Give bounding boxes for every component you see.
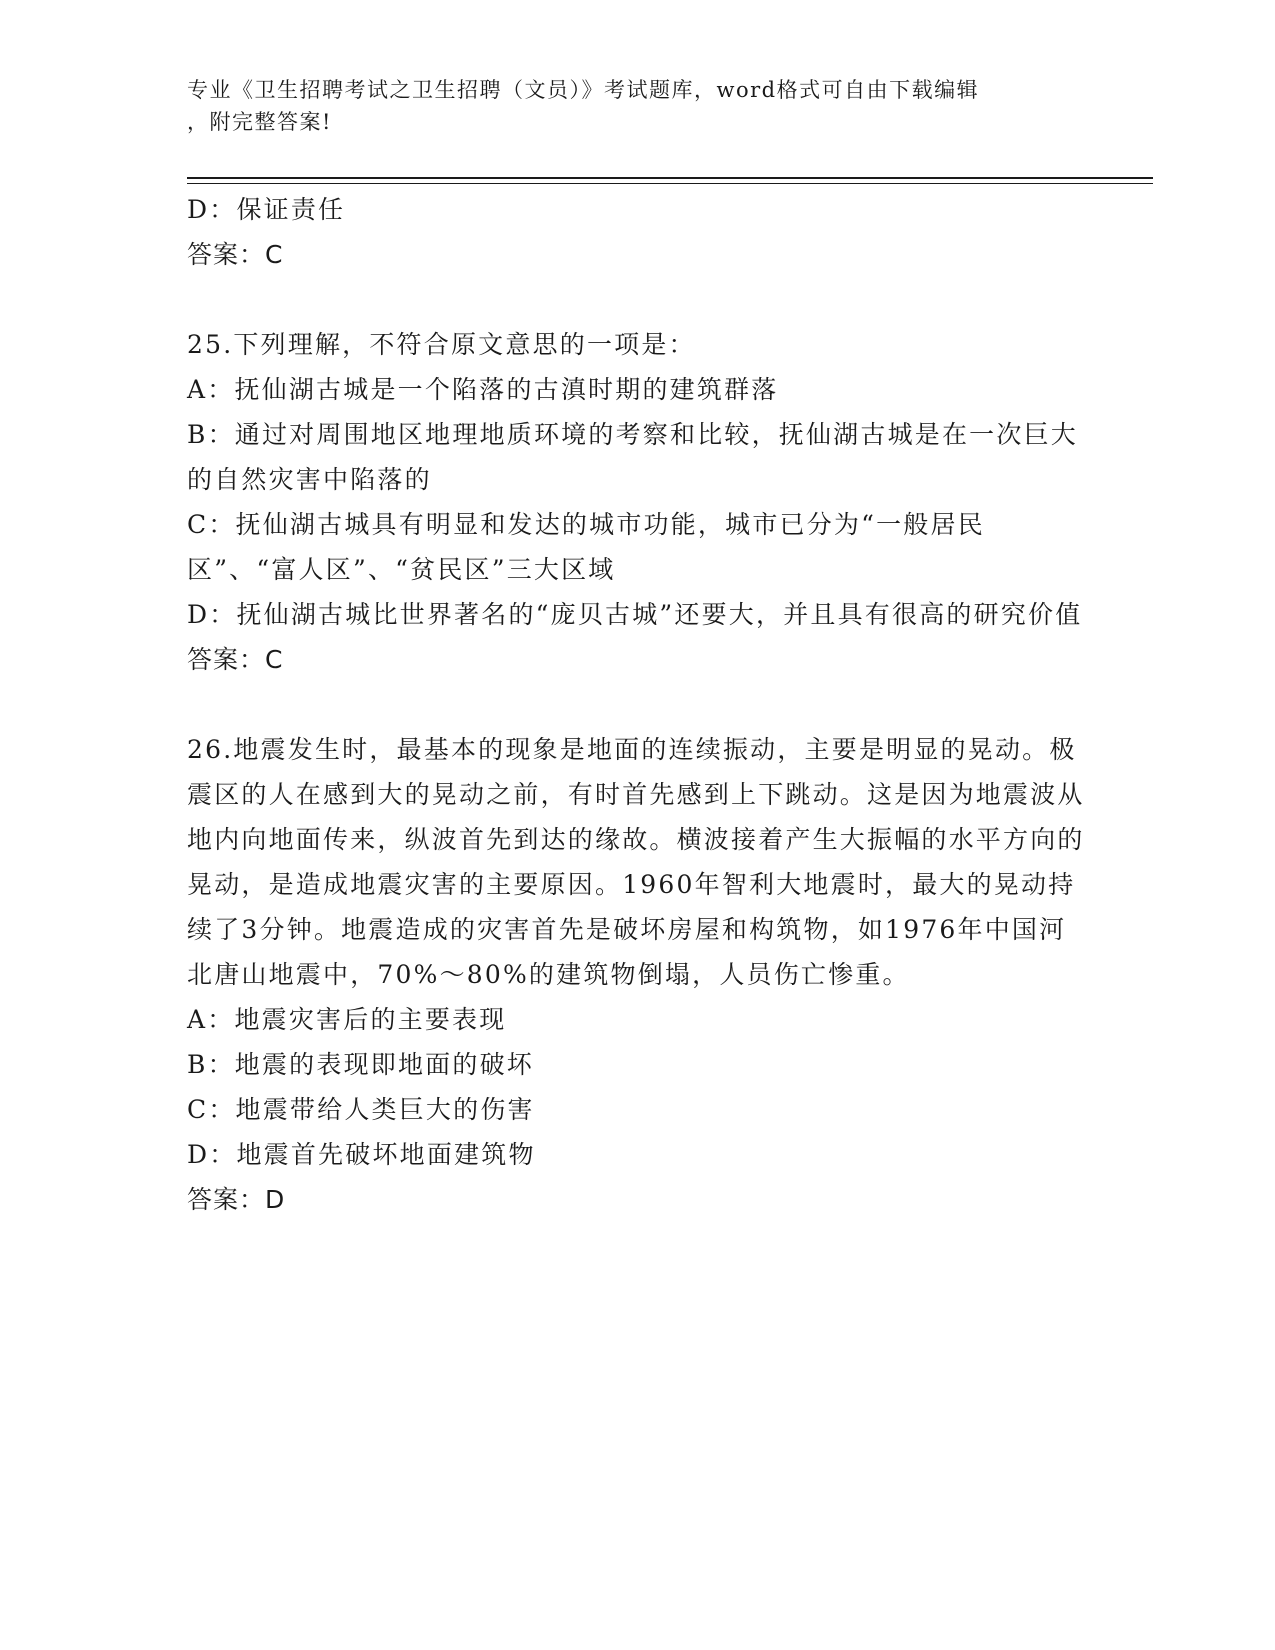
q25-option-d: D：抚仙湖古城比世界著名的“庞贝古城”还要大，并且具有很高的研究价值 <box>187 600 1083 629</box>
q25-option-c: C：抚仙湖古城具有明显和发达的城市功能，城市已分为“一般居民区”、“富人区”、“贫民区”三大区域 <box>187 510 985 584</box>
question-spacer <box>187 277 1087 322</box>
q25-answer: 答案：C <box>187 645 284 674</box>
header-divider-thick <box>187 177 1153 179</box>
q26-option-c: C：地震带给人类巨大的伤害 <box>187 1095 535 1124</box>
q25-stem: 25.下列理解，不符合原文意思的一项是： <box>187 330 696 359</box>
q26-option-b: B：地震的表现即地面的破坏 <box>187 1050 534 1079</box>
q26-stem: 26.地震发生时，最基本的现象是地面的连续振动，主要是明显的晃动。极震区的人在感到大的晃动之前，有时首先感到上下跳动。这是因为地震波从地内向地面传来，纵波首先到达的缘故。横波接着产生大振幅的水平方向的晃动，是造成地震灾害的主要原因。1960年智利大地震时，最大的晃动持续了3分钟。地震造成的灾害首先是破坏房屋和构筑物，如1976年中国河北唐山地震中，70%～80%的建筑物倒塌，人员伤亡惨重。 <box>187 735 1085 989</box>
q25-option-a: A：抚仙湖古城是一个陷落的古滇时期的建筑群落 <box>187 375 779 404</box>
header-divider-thin <box>187 183 1153 184</box>
q24-option-d: D：保证责任 <box>187 195 346 224</box>
header-title-line-1: 专业《卫生招聘考试之卫生招聘（文员）》考试题库，word格式可自由下载编辑 <box>187 78 980 102</box>
page-header <box>187 74 1067 138</box>
q26-option-d: D：地震首先破坏地面建筑物 <box>187 1140 536 1169</box>
q26-option-a: A：地震灾害后的主要表现 <box>187 1005 507 1034</box>
q24-answer: 答案：C <box>187 240 284 269</box>
document-body <box>187 187 1087 1222</box>
header-title-line-2: ，附完整答案! <box>187 110 332 134</box>
q26-answer: 答案：D <box>187 1185 286 1214</box>
q25-option-b: B：通过对周围地区地理地质环境的考察和比较，抚仙湖古城是在一次巨大的自然灾害中陷落的 <box>187 420 1078 494</box>
question-spacer <box>187 682 1087 727</box>
